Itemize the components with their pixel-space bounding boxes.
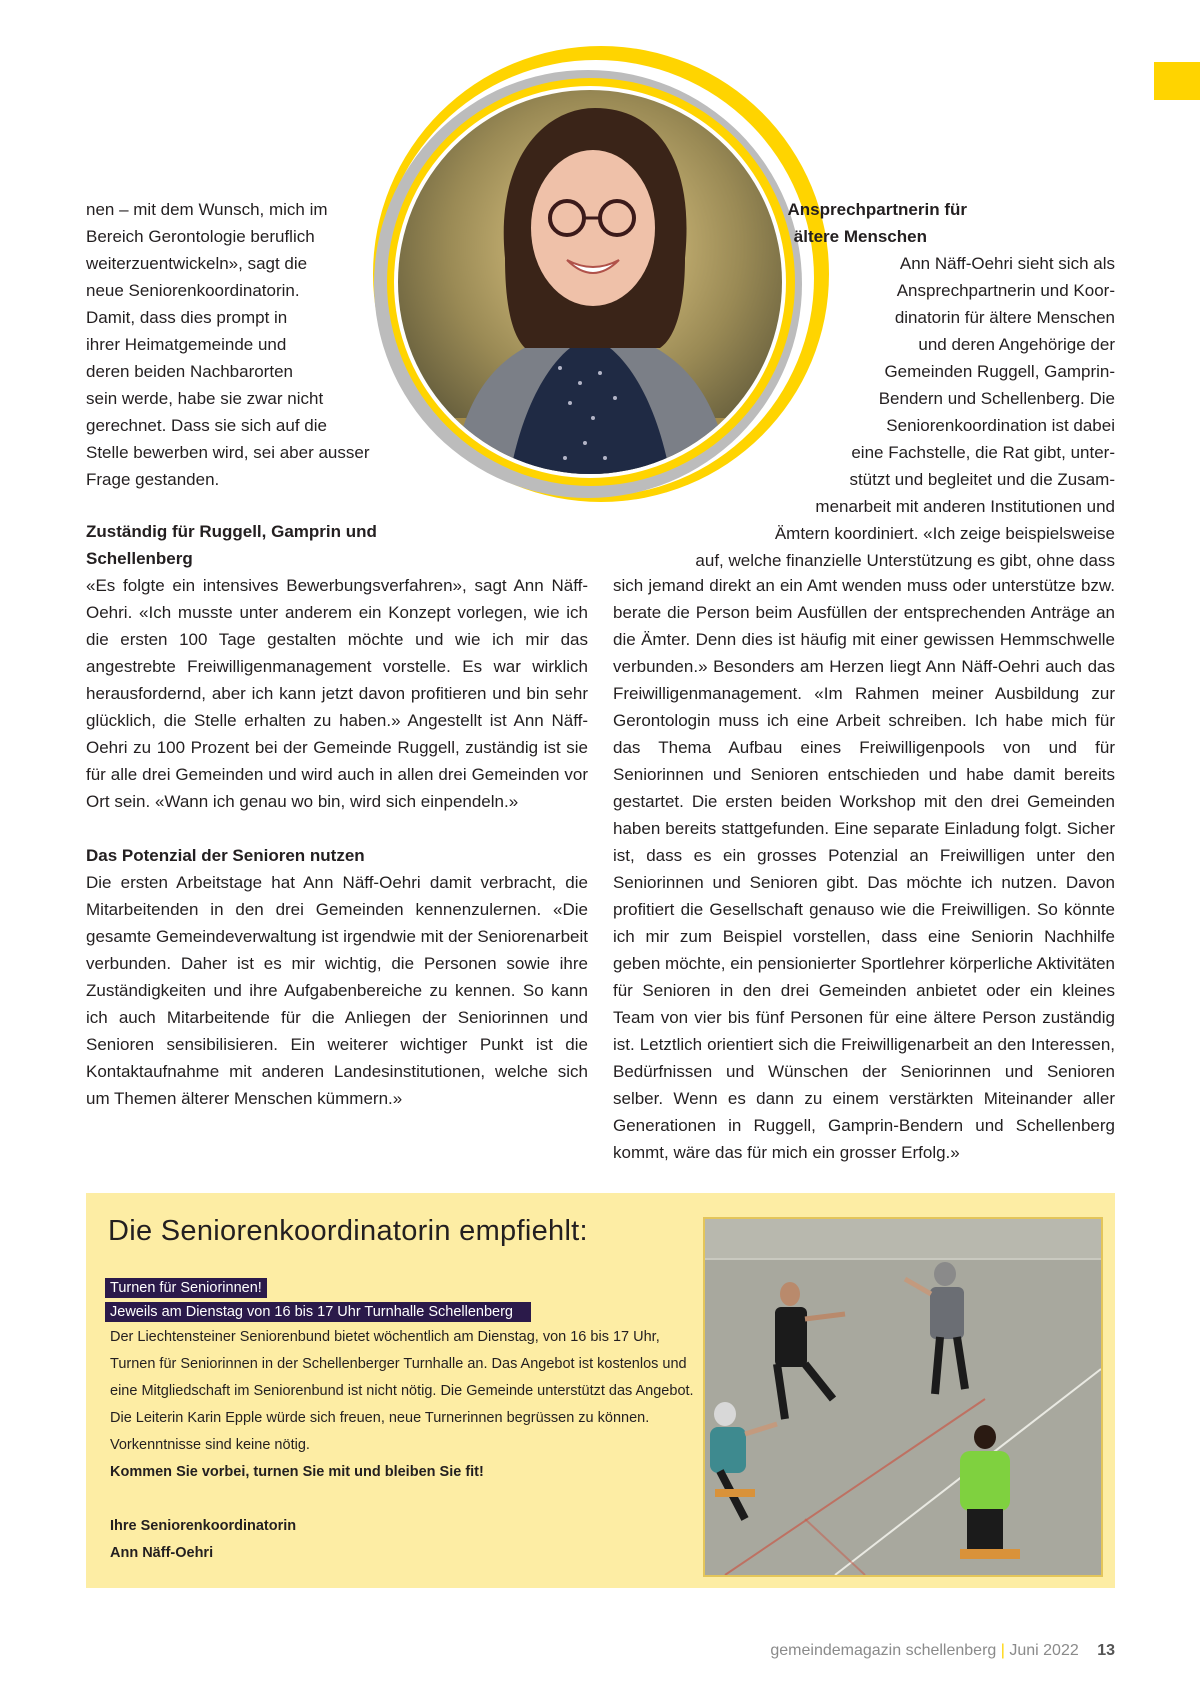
right-column-intro bbox=[600, 196, 1115, 574]
text-line: Ämtern koordiniert. «Ich zeige beispielsweise bbox=[774, 524, 1115, 543]
gym-photo bbox=[703, 1217, 1103, 1577]
text-line: Bereich Gerontologie beruflich bbox=[86, 227, 315, 246]
text-line: gerechnet. Dass sie sich auf die bbox=[86, 416, 327, 435]
text-line: und deren Angehörige der bbox=[918, 335, 1115, 354]
magazine-name: gemeindemagazin schellenberg bbox=[770, 1642, 997, 1659]
box-title: Die Seniorenkoordinatorin empfiehlt: bbox=[108, 1215, 588, 1247]
text-line: menarbeit mit anderen Institutionen und bbox=[815, 497, 1115, 516]
text-line: deren beiden Nachbarorten bbox=[86, 362, 293, 381]
section-heading-potenzial: Das Potenzial der Senioren nutzen bbox=[86, 846, 365, 865]
text-line: Seniorenkoordination ist dabei bbox=[886, 416, 1115, 435]
text-line: Ann Näff-Oehri sieht sich als bbox=[899, 254, 1115, 273]
heading-line: ältere Menschen bbox=[793, 227, 927, 246]
box-paragraph: Der Liechtensteiner Seniorenbund bietet wöchentlich am Dienstag, von 16 bis 17 Uhr, Turnen für Seniorinnen in der Schellenberger Turnhalle an. Das Angebot ist kostenlos und eine Mitgliedschaft im Seniorenbund ist nicht nötig. Die Gemeinde unterstützt das Angebot. Die Leiterin Karin Epple würde sich freuen, neue Turnerinnen begrüssen zu können. Vorkenntnisse sind keine nötig. bbox=[110, 1329, 694, 1453]
text-line: nen – mit dem Wunsch, mich im bbox=[86, 200, 328, 219]
footer-separator: | bbox=[1000, 1642, 1005, 1659]
section-paragraph: Die ersten Arbeitstage hat Ann Näff-Oehri damit verbracht, die Mitarbeitenden in den drei Gemeinden kennenzulernen. «Die gesamte Gemeindeverwaltung ist irgendwie mit der Seniorenarbeit verbunden. Daher ist es mir wichtig, die Personen sowie ihre Zuständigkeiten und ihre Aufgabenbereiche zu kennen. So kann ich auch Mitarbeitende für die Anliegen der Seniorinnen und Senioren sensibilisieren. Ein weiterer wichtiger Punkt ist die Kontaktaufnahme mit anderen Landesinstitutionen, welche sich um Themen älterer Menschen kümmern.» bbox=[86, 873, 588, 1108]
section-paragraph: sich jemand direkt an ein Amt wenden muss oder unterstütze bzw. berate die Person beim Ausfüllen der entsprechenden Anträge an die Ämter. Denn dies ist häufig mit einer gewissen Hemmschwelle verbunden.» Besonders am Herzen liegt Ann Näff-Oehri auch das Freiwilligenmanagement. «Im Rahmen meiner Ausbildung zur Gerontologin muss ich eine Arbeit schreiben. Ich habe mich für das Thema Aufbau eines Freiwilligenpools von und für Seniorinnen und Senioren entschieden und habe damit bereits gestartet. Die ersten beiden Workshop mit den drei Gemeinden haben bereits stattgefunden. Eine separate Einladung folgt. Sicher ist, dass es ein grosses Potenzial an Freiwilligen unter den Seniorinnen und Senioren gibt. Das möchte ich nutzen. Davon profitiert die Gesellschaft genauso wie die Freiwilligen. So könnte ich mir zum Beispiel vorstellen, dass eine Seniorin Nachhilfe geben möchte, ein pensionierter Sportlehrer körperliche Aktivitäten für Senioren in den drei Gemeinden anbietet oder ein kleines Team von vier bis fünf Personen für eine ältere Person zuständig ist. Letztlich orientiert sich die Freiwilligenarbeit an den Interessen, Bedürfnissen und Wünschen der Seniorinnen und Senioren selber. Wenn es dann zu einem verstärkten Miteinander aller Generationen in Ruggell, Gamprin-Bendern und Schellenberg kommt, wäre das für mich ein grosser Erfolg.» bbox=[613, 576, 1115, 1162]
text-line: sein werde, habe sie zwar nicht bbox=[86, 389, 324, 408]
highlight-title: Turnen für Seniorinnen! bbox=[105, 1278, 267, 1298]
text-line: auf, welche finanzielle Unterstützung es gibt, ohne dass bbox=[695, 551, 1115, 570]
page-footer bbox=[600, 1642, 1115, 1660]
right-column-body bbox=[613, 572, 1115, 1166]
page-number: 13 bbox=[1097, 1642, 1115, 1659]
text-line: dinatorin für ältere Menschen bbox=[894, 308, 1115, 327]
section-heading-ansprechpartnerin: Ansprechpartnerin für bbox=[787, 200, 967, 219]
gym-photo-graphic bbox=[705, 1219, 1101, 1575]
text-line: Gemeinden Ruggell, Gamprin- bbox=[884, 362, 1115, 381]
left-column-intro bbox=[86, 196, 386, 493]
signature-name: Ann Näff-Oehri bbox=[110, 1545, 214, 1561]
section-paragraph: «Es folgte ein intensives Bewerbungsverfahren», sagt Ann Näff-Oehri. «Ich musste unter anderem ein Konzept vorlegen, wie ich die ersten 100 Tage gestalten möchte und wie ich mir das angestrebte Freiwilligenmanagement vorstelle. Es war wirklich herausfordernd, aber ich kann jetzt davon profitieren und bin sehr glücklich, die Stelle erhalten zu haben.» Angestellt ist Ann Näff-Oehri zu 100 Prozent bei der Gemeinde Ruggell, zuständig ist sie für alle drei Gemeinden und wird auch in allen drei Gemeinden vor Ort sein. «Wann ich genau wo bin, wird sich einpendeln.» bbox=[86, 576, 588, 811]
signature-label: Ihre Seniorenkoordinatorin bbox=[110, 1518, 297, 1534]
text-line: Stelle bewerben wird, sei aber ausser bbox=[86, 443, 370, 462]
text-line: weiterzuentwickeln», sagt die bbox=[86, 254, 308, 273]
text-line: stützt und begleitet und die Zusam- bbox=[849, 470, 1115, 489]
left-column-body bbox=[86, 518, 588, 1112]
text-line: Ansprechpartnerin und Koor- bbox=[896, 281, 1115, 300]
text-line: ihrer Heimatgemeinde und bbox=[86, 335, 287, 354]
text-line: Frage gestanden. bbox=[86, 470, 220, 489]
heading-line: Schellenberg bbox=[86, 549, 193, 568]
box-body bbox=[110, 1324, 700, 1567]
heading-line: Zuständig für Ruggell, Gamprin und bbox=[86, 522, 377, 541]
highlight-schedule: Jeweils am Dienstag von 16 bis 17 Uhr Turnhalle Schellenberg bbox=[105, 1302, 531, 1322]
issue-date: Juni 2022 bbox=[1009, 1642, 1079, 1659]
text-line: Bendern und Schellenberg. Die bbox=[878, 389, 1115, 408]
recommendation-box bbox=[86, 1193, 1115, 1588]
section-heading-zustaendig bbox=[86, 518, 588, 572]
text-line: eine Fachstelle, die Rat gibt, unter- bbox=[851, 443, 1115, 462]
text-line: Damit, dass dies prompt in bbox=[86, 308, 288, 327]
text-line: neue Seniorenkoordinatorin. bbox=[86, 281, 300, 300]
section-tab-marker bbox=[1154, 62, 1200, 100]
box-call-to-action: Kommen Sie vorbei, turnen Sie mit und bleiben Sie fit! bbox=[110, 1464, 484, 1480]
